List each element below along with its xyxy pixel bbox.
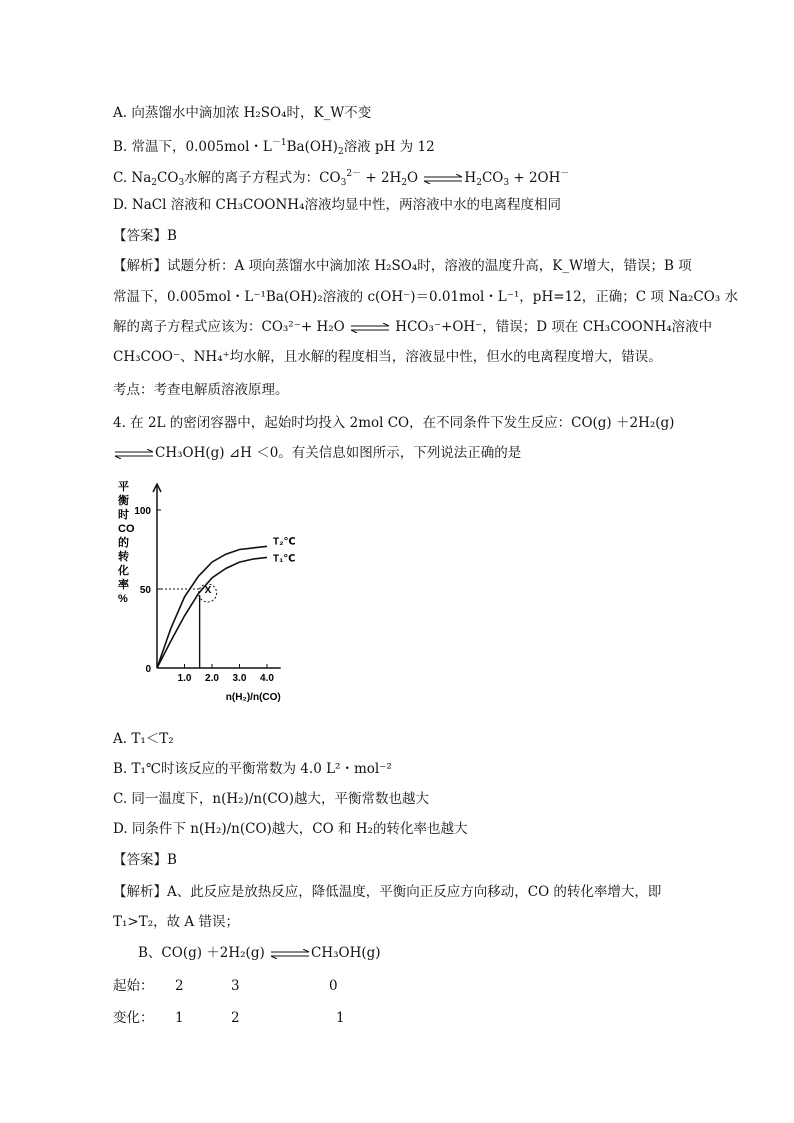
row-change-v2: 2 — [231, 1010, 240, 1026]
question-4-line2 — [113, 444, 521, 462]
option-3a: A. 向蒸馏水中滴加浓 H₂SO₄时，K_W不变 — [113, 105, 372, 121]
analysis-3-line4: CH₃COO⁻、NH₄⁺均水解，且水解的程度相当，溶液显中性，但水的电离程度增大，错误。 — [113, 349, 662, 365]
row-start-label: 起始： — [113, 978, 154, 994]
equilibrium-arrow-icon — [422, 174, 464, 184]
option-3b-pre: B. 常温下，0.005mol・L — [113, 139, 272, 155]
series-line-0 — [157, 546, 267, 668]
analysis-4-line1: 【解析】A、此反应是放热反应，降低温度，平衡向正反应方向移动，CO 的转化率增大，即 — [113, 884, 662, 900]
x-tick-label: 2.0 — [205, 673, 219, 684]
analysis-3-line3b: HCO₃⁻+OH⁻，错误；D 项在 CH₃COONH₄溶液中 — [395, 319, 713, 335]
series-label: T₂℃ — [273, 536, 296, 548]
answer-4: 【答案】B — [113, 852, 177, 868]
x-axis-label: n(H₂)/n(CO) — [225, 692, 281, 703]
option-3d: D. NaCl 溶液和 CH₃COONH₄溶液均显中性，两溶液中水的电离程度相同 — [113, 197, 561, 213]
analysis-4-line3b: CH₃OH(g) — [311, 945, 381, 961]
option-3c-post1: + 2H — [361, 170, 402, 186]
option-4a: A. T₁＜T₂ — [113, 731, 174, 747]
analysis-3-line2: 常温下，0.005mol・L⁻¹Ba(OH)₂溶液的 c(OH⁻)＝0.01mol・L⁻¹，pH=12，正确；C 项 Na₂CO₃ 水 — [113, 289, 739, 305]
analysis-4-line3 — [138, 944, 381, 962]
option-4c: C. 同一温度下，n(H₂)/n(CO)越大，平衡常数也越大 — [113, 791, 430, 807]
row-change-v1: 1 — [175, 1010, 184, 1026]
analysis-3-line5: 考点：考查电解质溶液原理。 — [113, 382, 289, 398]
question-4-line1: 4. 在 2L 的密闭容器中，起始时均投入 2mol CO，在不同条件下发生反应：CO(g) ＋2H₂(g) — [113, 415, 675, 431]
row-start-v3: 0 — [329, 978, 338, 994]
option-3c-post4: CO — [481, 170, 504, 186]
option-3c: C. $Na_2CO_3$水解的离子方程式为：$CO_3^{2-} + 2H_2O$ $H_2CO_3 + 2OH^-$ — [113, 169, 570, 188]
analysis-3-line3a: 解的离子方程式应该为：CO₃²⁻+ H₂O — [113, 319, 345, 335]
x-tick-label: 3.0 — [232, 673, 247, 684]
option-3c-pre: C. Na — [113, 170, 152, 186]
series-label: T₁℃ — [273, 553, 296, 565]
option-4b: B. T₁℃时该反应的平衡常数为 4.0 L²・mol⁻² — [113, 761, 392, 777]
conversion-chart — [110, 478, 370, 710]
option-4d: D. 同条件下 n(H₂)/n(CO)越大，CO 和 H₂的转化率也越大 — [113, 821, 468, 837]
y-axis-label: 平衡时 CO 的转化率% — [118, 481, 135, 605]
y-tick-label: 0 — [145, 664, 151, 675]
question-4-line2-text: CH₃OH(g) ⊿H ＜0。有关信息如图所示，下列说法正确的是 — [155, 445, 522, 461]
equilibrium-arrow-icon — [349, 323, 391, 333]
point-label: X — [204, 585, 212, 596]
option-3c-mid: CO — [157, 170, 179, 186]
row-start-v2: 3 — [231, 978, 240, 994]
x-tick-label: 4.0 — [260, 673, 274, 684]
option-3b-post: 溶液 pH 为 12 — [343, 139, 435, 155]
equilibrium-arrow-icon — [113, 449, 155, 459]
option-3c-post2: O — [407, 170, 419, 186]
row-change-v3: 1 — [336, 1010, 345, 1026]
analysis-3-line1: 【解析】试题分析：A 项向蒸馏水中滴加浓 H₂SO₄时，溶液的温度升高，K_W增大，错误；B 项 — [113, 258, 692, 274]
option-3c-mid2: 水解的离子方程式为：CO — [184, 170, 341, 186]
analysis-4-line3a: B、CO(g) ＋2H₂(g) — [138, 945, 265, 961]
y-tick-label: 100 — [134, 506, 151, 517]
row-start-v1: 2 — [175, 978, 184, 994]
x-tick-label: 1.0 — [177, 673, 192, 684]
analysis-4-line2: T₁>T₂，故 A 错误； — [113, 914, 239, 930]
row-change-label: 变化： — [113, 1010, 154, 1026]
option-3c-post5: + 2OH — [509, 170, 561, 186]
analysis-3-line3 — [113, 318, 712, 336]
y-tick-label: 50 — [139, 585, 151, 596]
answer-3: 【答案】B — [113, 228, 177, 244]
option-3b-mid: Ba(OH) — [286, 139, 338, 155]
equilibrium-arrow-icon — [269, 949, 311, 959]
option-3c-post3: H — [464, 170, 477, 186]
option-3b: B. 常温下，0.005mol・$L^{-1}Ba(OH)_2$溶液 pH 为 12 — [113, 138, 435, 157]
series-line-1 — [157, 557, 267, 668]
